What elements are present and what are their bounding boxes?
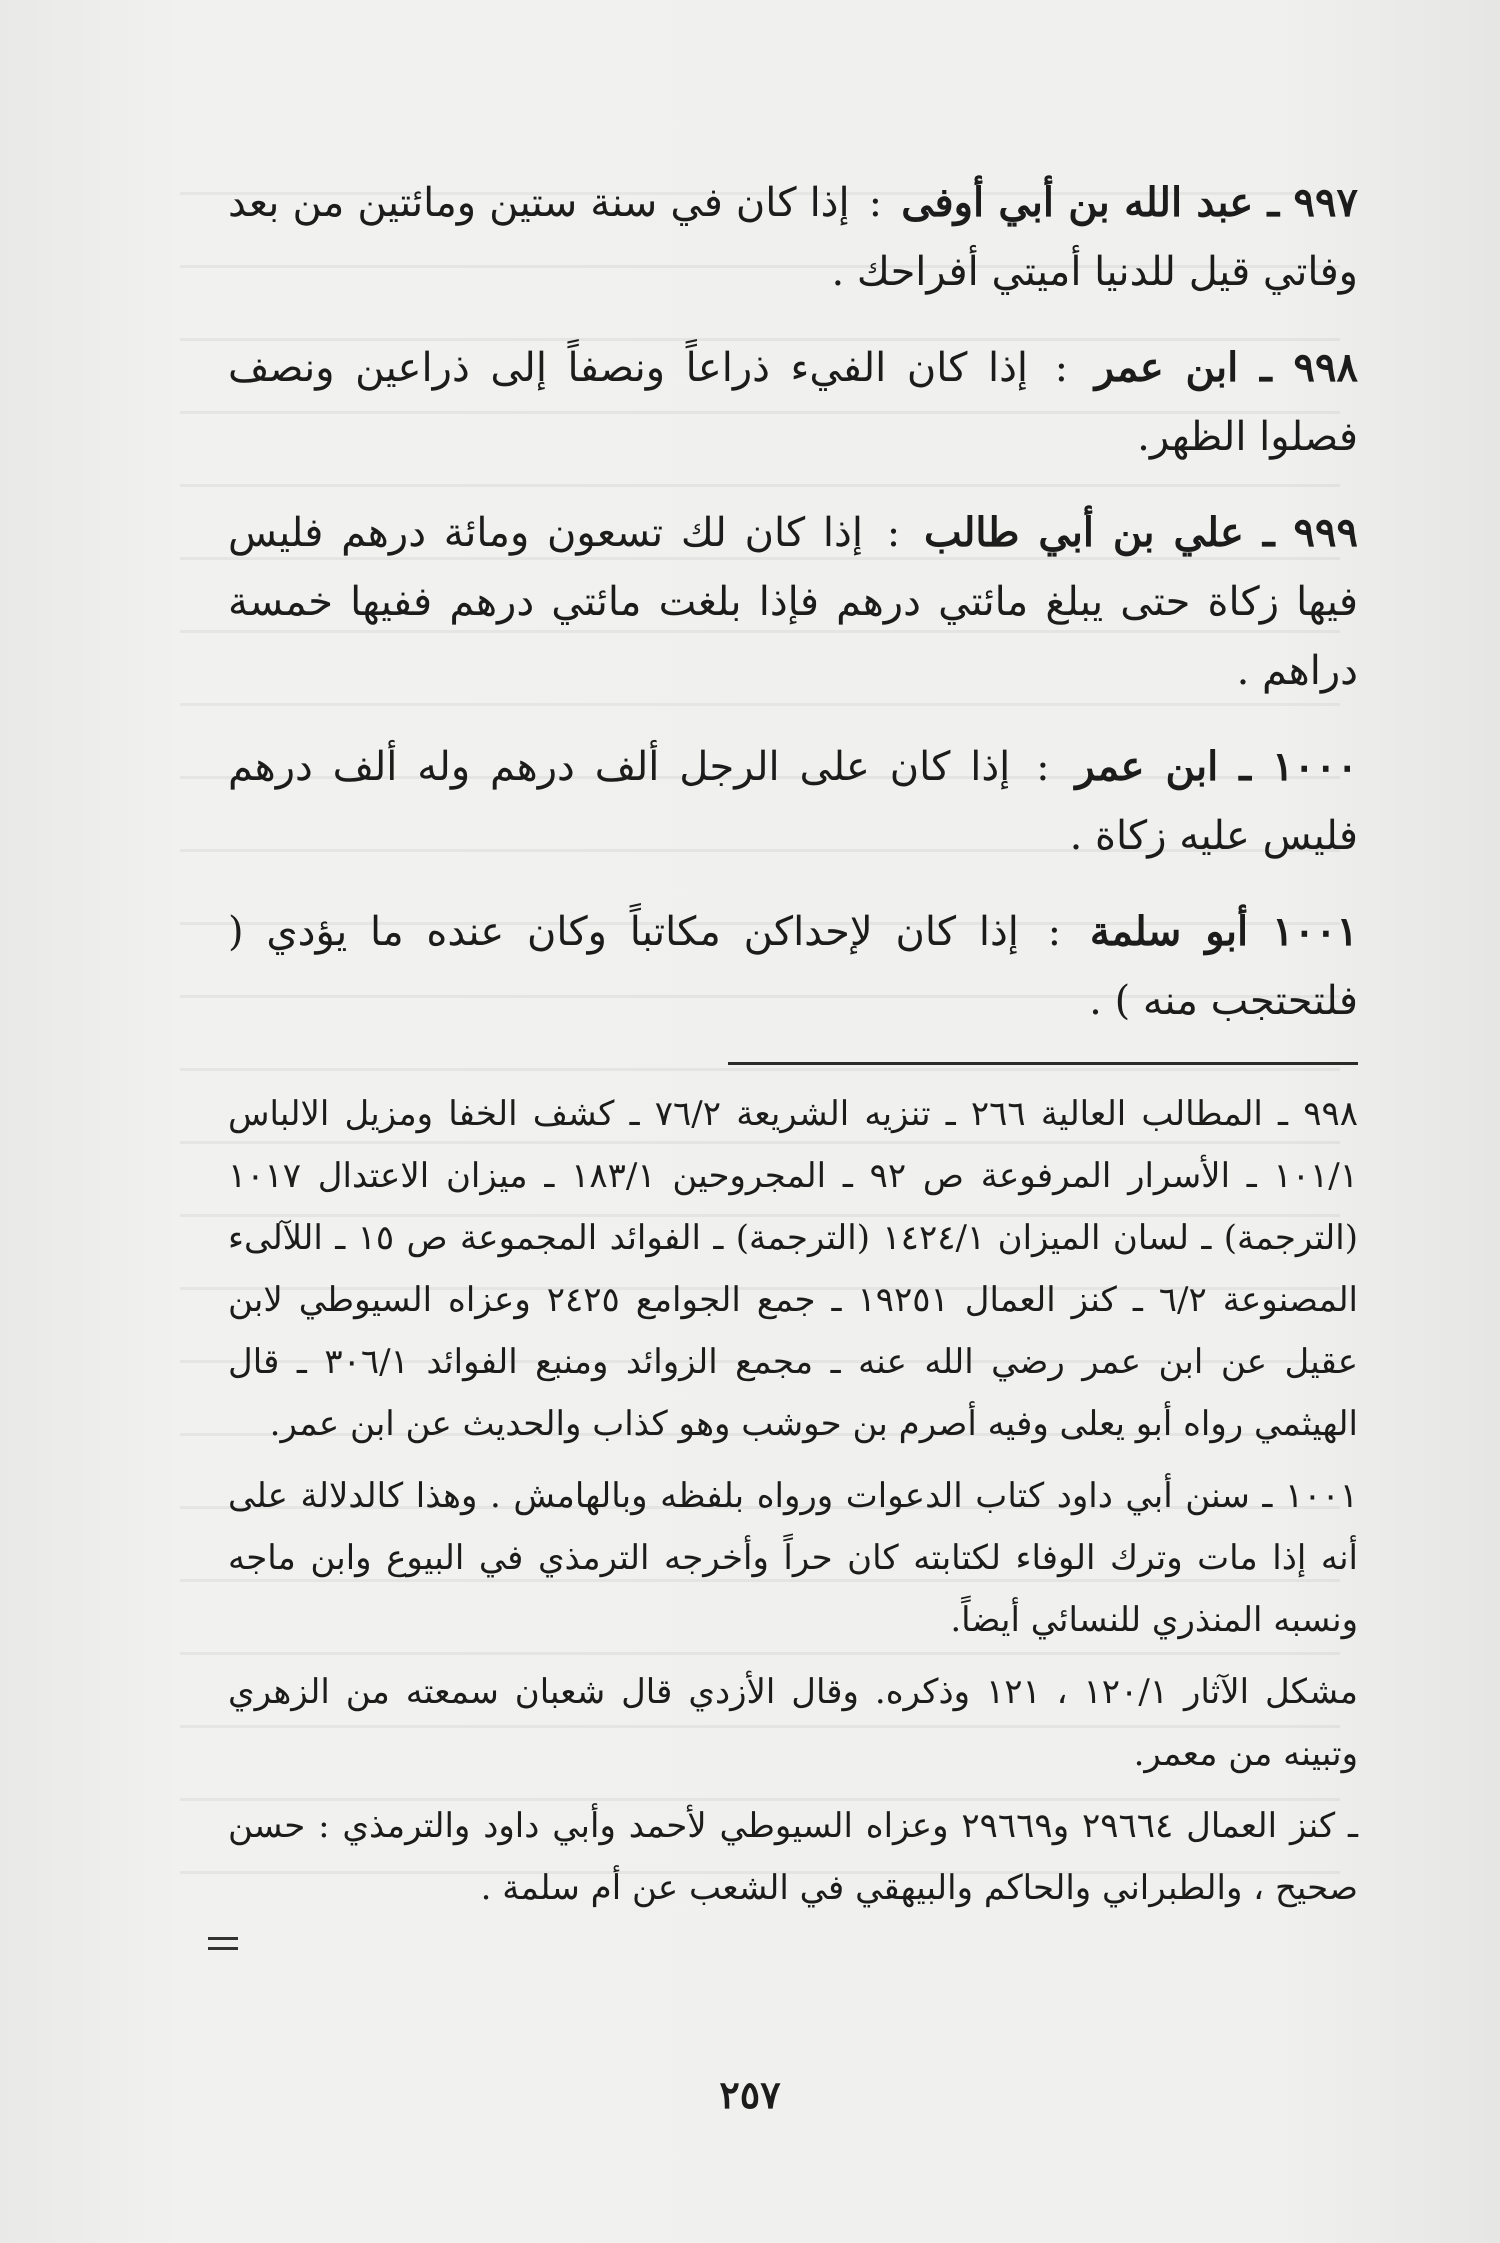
footnotes-section <box>228 1083 1358 1919</box>
entry-separator: : <box>1047 909 1062 955</box>
footnote-998: ٩٩٨ ـ المطالب العالية ٢٦٦ ـ تنزيه الشريعة ٧٦/٢ ـ كشف الخفا ومزيل الالباس ١٠١/١ ـ الأسرار المرفوعة ص ٩٢ ـ المجروحين ١٨٣/١ ـ ميزان الاعتدال ١٠١٧ (الترجمة) ـ لسان الميزان ١٤٢٤/١ (الترجمة) ـ الفوائد المجموعة ص ١٥ ـ اللآلىء المصنوعة ٦/٢ ـ كنز العمال ١٩٢٥١ ـ جمع الجوامع ٢٤٢٥ وعزاه السيوطي لابن عقيل عن ابن عمر رضي الله عنه ـ مجمع الزوائد ومنبع الفوائد ٣٠٦/١ ـ قال الهيثمي رواه أبو يعلى وفيه أصرم بن حوشب وهو كذاب والحديث عن ابن عمر. <box>228 1094 1359 1444</box>
footnote-continuation: ـ كنز العمال ٢٩٦٦٤ و٢٩٦٦٩ وعزاه السيوطي لأحمد وأبي داود والترمذي : حسن صحيح ، والطبراني والحاكم والبيهقي في الشعب عن أم سلمة . <box>228 1806 1358 1908</box>
entry-heading: ٩٩٩ ـ علي بن أبي طالب <box>923 509 1358 556</box>
hadith-entry-999 <box>228 498 1358 706</box>
hadith-entry-1001 <box>228 897 1358 1036</box>
hadith-entry-1000 <box>228 732 1358 871</box>
entry-heading: ٩٩٧ ـ عبد الله بن أبي أوفى <box>901 179 1358 226</box>
entry-text: إذا كان في سنة ستين ومائتين من بعد وفاتي قيل للدنيا أميتي أفراحك . <box>228 180 1358 295</box>
entry-text: إذا كان لك تسعون ومائة درهم فليس فيها زكاة حتى يبلغ مائتي درهم فإذا بلغت مائتي درهم ففيها خمسة دراهم . <box>228 510 1358 694</box>
continuation-mark <box>208 1937 238 1957</box>
entry-separator: : <box>1054 345 1069 391</box>
footnote-continuation: مشكل الآثار ١٢٠/١ ، ١٢١ وذكره. وقال الأزدي قال شعبان سمعته من الزهري وتبينه من معمر. <box>228 1672 1359 1774</box>
entry-heading: ١٠٠١ أبو سلمة <box>1089 908 1359 955</box>
entry-separator: : <box>868 180 883 226</box>
footnote-divider <box>728 1062 1358 1065</box>
entry-text: إذا كان على الرجل ألف درهم وله ألف درهم فليس عليه زكاة . <box>228 744 1358 859</box>
entry-separator: : <box>886 510 901 556</box>
hadith-entry-997 <box>228 168 1358 307</box>
entry-heading: ٩٩٨ ـ ابن عمر <box>1094 344 1358 391</box>
entry-heading: ١٠٠٠ ـ ابن عمر <box>1075 743 1358 790</box>
hadith-entry-998 <box>228 333 1358 472</box>
page-number: ٢٥٧ <box>719 2072 781 2117</box>
entry-text: إذا كان الفيء ذراعاً ونصفاً إلى ذراعين ونصف فصلوا الظهر. <box>228 345 1358 460</box>
page-content <box>228 168 1358 1919</box>
entry-text: إذا كان لإحداكن مكاتباً وكان عنده ما يؤدي ( فلتحتجب منه ) . <box>228 909 1358 1024</box>
entry-separator: : <box>1036 744 1050 790</box>
footnote-1001: ١٠٠١ ـ سنن أبي داود كتاب الدعوات ورواه بلفظه وبالهامش . وهذا كالدلالة على أنه إذا مات وترك الوفاء لكتابته كان حراً وأخرجه الترمذي في البيوع وابن ماجه ونسبه المنذري للنسائي أيضاً. <box>228 1476 1358 1640</box>
